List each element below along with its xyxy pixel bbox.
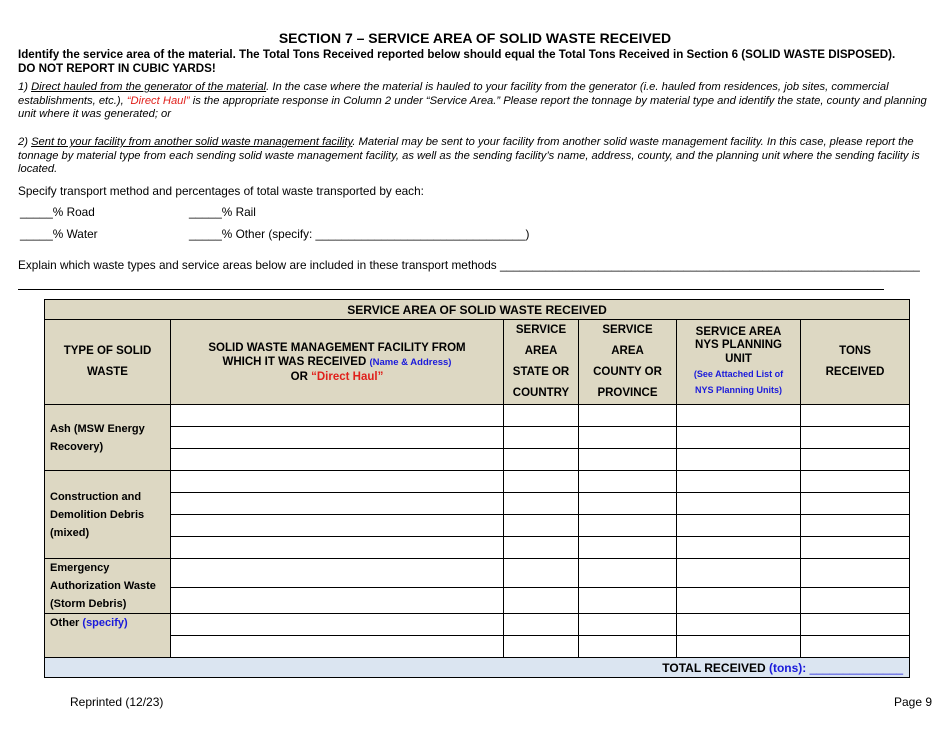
- facility-cell[interactable]: [171, 493, 504, 515]
- category-line: Recovery): [50, 440, 104, 453]
- tons-cell[interactable]: [801, 471, 910, 493]
- county-cell[interactable]: [579, 537, 677, 559]
- explain-continuation-line[interactable]: [18, 289, 884, 290]
- header-nys-planning-unit: [677, 320, 801, 405]
- category-other-label: Other: [50, 617, 83, 629]
- table-row: [45, 515, 910, 537]
- para1-text-a: . In the case where the material is hauled to your facility from the generator (i.e. hauled from residences, job sites, commercial establishments, etc.),: [18, 81, 889, 107]
- tons-cell[interactable]: [801, 405, 910, 427]
- tons-cell[interactable]: [801, 588, 910, 614]
- planning-unit-cell[interactable]: [677, 588, 801, 614]
- header-facility-direct-haul: “Direct Haul”: [311, 370, 384, 383]
- table-row: [45, 588, 910, 614]
- state-cell[interactable]: [504, 493, 579, 515]
- reprinted-date: Reprinted (12/23): [70, 695, 164, 709]
- header-state-country: [504, 320, 579, 405]
- paragraph-facility: [18, 136, 934, 177]
- planning-unit-cell[interactable]: [677, 614, 801, 636]
- total-received-cell: [45, 658, 910, 678]
- tons-cell[interactable]: [801, 614, 910, 636]
- category-other: [45, 614, 171, 658]
- table-row: [45, 405, 910, 427]
- state-cell[interactable]: [504, 588, 579, 614]
- category-line: (Storm Debris): [50, 598, 127, 610]
- tons-cell[interactable]: [801, 537, 910, 559]
- tons-cell[interactable]: [801, 449, 910, 471]
- para1-heading: Direct hauled from the generator of the material: [31, 81, 267, 93]
- table-row: [45, 559, 910, 588]
- planning-unit-cell[interactable]: [677, 493, 801, 515]
- table-row: [45, 471, 910, 493]
- tons-cell[interactable]: [801, 427, 910, 449]
- header-nys-note: (See Attached List of: [693, 369, 784, 380]
- table-row: [45, 493, 910, 515]
- table-row: [45, 614, 910, 636]
- header-type-line: TYPE OF SOLID: [63, 345, 152, 357]
- facility-cell[interactable]: [171, 636, 504, 658]
- header-nys-line: UNIT: [725, 352, 752, 365]
- category-line: Authorization Waste: [50, 580, 156, 592]
- header-state-line: COUNTRY: [512, 387, 570, 399]
- header-type-line: WASTE: [87, 366, 128, 378]
- table-row: [45, 449, 910, 471]
- facility-cell[interactable]: [171, 588, 504, 614]
- category-emergency-authorization: [45, 559, 171, 614]
- header-state-line: STATE OR: [512, 366, 570, 378]
- state-cell[interactable]: [504, 636, 579, 658]
- header-county-province: [579, 320, 677, 405]
- header-county-line: AREA: [611, 345, 644, 357]
- para2-text: . Material may be sent to your facility from another solid waste management facility. In this case, please report the tonnage by material type from each sending solid waste management facility, as well as the sending facility’s name, address, county, and the planning unit where the sending facility is located.: [18, 136, 920, 176]
- category-line: Construction and: [50, 490, 142, 503]
- total-received-label: TOTAL RECEIVED: [662, 660, 769, 675]
- header-county-line: SERVICE: [602, 324, 653, 336]
- county-cell[interactable]: [579, 405, 677, 427]
- county-cell[interactable]: [579, 559, 677, 588]
- planning-unit-cell[interactable]: [677, 471, 801, 493]
- state-cell[interactable]: [504, 515, 579, 537]
- facility-cell[interactable]: [171, 449, 504, 471]
- category-ash: [45, 405, 171, 471]
- category-line: Emergency: [50, 562, 110, 574]
- county-cell[interactable]: [579, 636, 677, 658]
- planning-unit-cell[interactable]: [677, 405, 801, 427]
- table-row: [45, 427, 910, 449]
- county-cell[interactable]: [579, 471, 677, 493]
- total-received-input[interactable]: ______________: [809, 660, 904, 675]
- para2-heading: Sent to your facility from another solid waste management facility: [31, 136, 353, 148]
- category-other-note: (specify): [82, 617, 128, 629]
- para2-number: 2): [18, 136, 32, 148]
- header-state-line: AREA: [524, 345, 558, 357]
- header-type-of-waste: [45, 320, 171, 405]
- transport-prompt: Specify transport method and percentages of total waste transported by each:: [18, 184, 424, 198]
- category-line: Demolition Debris: [50, 508, 145, 521]
- para1-text-b: is the appropriate response in Column 2 under “Service Area.” Please report the tonnage by material type and identify the state, county and planning unit where it was generated; or: [18, 94, 927, 121]
- facility-cell[interactable]: [171, 405, 504, 427]
- transport-road-field[interactable]: _____% Road: [20, 205, 95, 219]
- page-number: Page 9: [894, 695, 933, 709]
- header-facility-note: (Name & Address): [369, 356, 452, 368]
- total-row: [45, 658, 910, 678]
- intro-line-1: Identify the service area of the material. The Total Tons Received reported below should equal the Total Tons Received in Section 6 (SOLID WASTE DISPOSED).: [18, 48, 896, 61]
- category-line: (mixed): [50, 526, 90, 539]
- transport-other-field[interactable]: _____% Other (specify: ________________________________): [189, 227, 530, 241]
- header-tons-received: [801, 320, 910, 405]
- header-facility: [171, 320, 504, 405]
- planning-unit-cell[interactable]: [677, 427, 801, 449]
- transport-explain-field[interactable]: Explain which waste types and service areas below are included in these transport methods ________________________________________________________________: [18, 258, 920, 272]
- planning-unit-cell[interactable]: [677, 515, 801, 537]
- intro-instructions: [18, 48, 938, 76]
- table-row: [45, 636, 910, 658]
- planning-unit-cell[interactable]: [677, 449, 801, 471]
- transport-water-field[interactable]: _____% Water: [20, 227, 98, 241]
- tons-cell[interactable]: [801, 636, 910, 658]
- header-tons-line: RECEIVED: [825, 366, 885, 378]
- service-area-table: [44, 299, 910, 678]
- table-title: SERVICE AREA OF SOLID WASTE RECEIVED: [45, 300, 910, 320]
- para1-direct-haul: “Direct Haul”: [126, 94, 190, 107]
- tons-cell[interactable]: [801, 559, 910, 588]
- planning-unit-cell[interactable]: [677, 537, 801, 559]
- header-tons-line: TONS: [839, 345, 871, 357]
- header-facility-or: OR: [290, 370, 312, 383]
- facility-cell[interactable]: [171, 559, 504, 588]
- state-cell[interactable]: [504, 537, 579, 559]
- state-cell[interactable]: [504, 449, 579, 471]
- total-received-unit: (tons):: [768, 660, 807, 675]
- header-nys-line: NYS PLANNING: [695, 339, 782, 352]
- facility-cell[interactable]: [171, 427, 504, 449]
- planning-unit-cell[interactable]: [677, 559, 801, 588]
- header-nys-line: SERVICE AREA: [695, 325, 782, 338]
- county-cell[interactable]: [579, 449, 677, 471]
- facility-cell[interactable]: [171, 515, 504, 537]
- county-cell[interactable]: [579, 515, 677, 537]
- category-construction-demolition: [45, 471, 171, 559]
- header-county-line: PROVINCE: [597, 387, 658, 399]
- header-facility-text: SOLID WASTE MANAGEMENT FACILITY FROM WHICH IT WAS RECEIVED: [208, 341, 466, 368]
- section-title: SECTION 7 – SERVICE AREA OF SOLID WASTE RECEIVED: [278, 30, 672, 46]
- state-cell[interactable]: [504, 614, 579, 636]
- header-state-line: SERVICE: [515, 324, 567, 336]
- county-cell[interactable]: [579, 588, 677, 614]
- facility-cell[interactable]: [171, 614, 504, 636]
- planning-unit-cell[interactable]: [677, 636, 801, 658]
- tons-cell[interactable]: [801, 515, 910, 537]
- category-line: Ash (MSW Energy: [50, 422, 145, 435]
- state-cell[interactable]: [504, 471, 579, 493]
- facility-cell[interactable]: [171, 471, 504, 493]
- header-county-line: COUNTY OR: [593, 366, 662, 378]
- county-cell[interactable]: [579, 427, 677, 449]
- para1-number: 1): [18, 81, 32, 93]
- tons-cell[interactable]: [801, 493, 910, 515]
- paragraph-direct-haul: [18, 81, 934, 122]
- transport-rail-field[interactable]: _____% Rail: [189, 205, 256, 219]
- county-cell[interactable]: [579, 614, 677, 636]
- state-cell[interactable]: [504, 427, 579, 449]
- intro-line-2: DO NOT REPORT IN CUBIC YARDS!: [18, 62, 216, 75]
- state-cell[interactable]: [504, 559, 579, 588]
- county-cell[interactable]: [579, 493, 677, 515]
- table-row: [45, 537, 910, 559]
- facility-cell[interactable]: [171, 537, 504, 559]
- state-cell[interactable]: [504, 405, 579, 427]
- header-nys-note: NYS Planning Units): [694, 385, 782, 396]
